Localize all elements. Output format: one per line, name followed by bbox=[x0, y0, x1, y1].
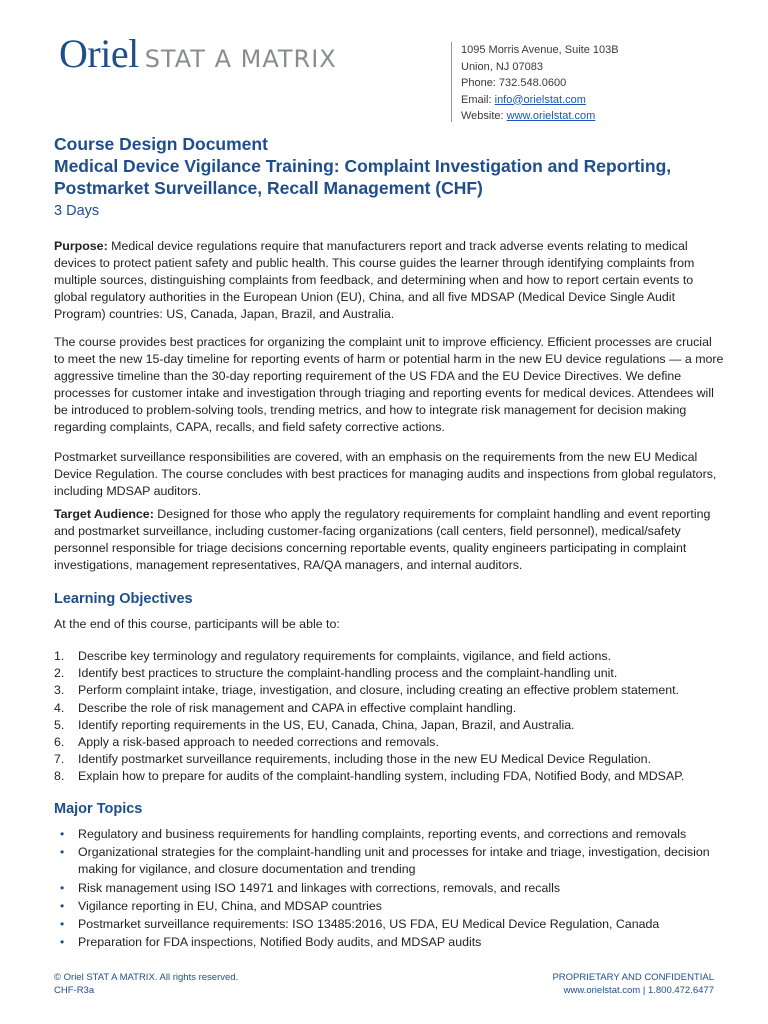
postmarket-paragraph: Postmarket surveillance responsibilities are covered, with an emphasis on the requirements from the new EU Medical Device Regulation. The course concludes with best practices for managing audits and inspections from global regulators, including MDSAP auditors. bbox=[54, 450, 717, 498]
website-link[interactable]: www.orielstat.com bbox=[506, 110, 596, 122]
list-item bbox=[54, 648, 734, 665]
item-number: 4. bbox=[54, 700, 65, 715]
bullet-icon: • bbox=[60, 898, 65, 913]
logo-brand: Oriel bbox=[59, 31, 139, 76]
purpose-label: Purpose: bbox=[54, 239, 108, 253]
footer-contact: www.orielstat.com | 1.800.472.6477 bbox=[563, 984, 714, 996]
address-block bbox=[451, 42, 619, 122]
website-row bbox=[461, 108, 619, 125]
course-duration: 3 Days bbox=[54, 203, 100, 219]
list-item bbox=[54, 768, 734, 785]
item-number: 2. bbox=[54, 666, 65, 681]
item-number: 8. bbox=[54, 769, 65, 784]
email-link[interactable]: info@orielstat.com bbox=[494, 93, 586, 106]
item-text: Identify postmarket surveillance requirements, including those in the new EU Medical Device Regulation. bbox=[78, 752, 652, 767]
document-code: CHF-R3a bbox=[54, 984, 95, 996]
item-number: 5. bbox=[54, 717, 65, 732]
major-topics-heading: Major Topics bbox=[54, 801, 143, 817]
learning-objectives-heading: Learning Objectives bbox=[54, 591, 193, 607]
title-block bbox=[54, 133, 734, 221]
purpose-paragraph bbox=[54, 238, 724, 323]
item-text: Describe the role of risk management and CAPA in effective complaint handling. bbox=[78, 700, 517, 715]
email-label: Email: bbox=[461, 93, 495, 106]
logo-subtitle: STAT A MATRIX bbox=[144, 45, 337, 73]
bullet-icon: • bbox=[60, 917, 65, 932]
item-text: Apply a risk-based approach to needed corrections and removals. bbox=[78, 735, 439, 750]
item-text: Identify best practices to structure the complaint-handling process and the complaint-handling unit. bbox=[78, 666, 618, 681]
footer-left bbox=[54, 972, 238, 997]
list-item bbox=[54, 700, 734, 717]
document-type-title: Course Design Document bbox=[54, 134, 268, 154]
target-audience-paragraph bbox=[54, 506, 724, 574]
list-item bbox=[60, 898, 730, 915]
item-text: Identify reporting requirements in the US, EU, Canada, China, Japan, Brazil, and Australia. bbox=[78, 717, 575, 732]
purpose-text: Medical device regulations require that manufacturers report and track adverse events relating to medical devices to protect patient safety and public health. This course guides the learner through identifying complaints from multiple sources, distinguishing complaints from feedback, and determining when and how to report certain events to global regulatory authorities in the European Union (EU), China, and all five MDSAP (Medical Device Single Audit Program) countries: US, Canada, Japan, Brazil, and Australia. bbox=[54, 239, 695, 321]
item-number: 3. bbox=[54, 683, 65, 698]
bullet-icon: • bbox=[60, 935, 65, 950]
list-item bbox=[54, 682, 734, 699]
learning-objectives-list bbox=[54, 648, 734, 786]
major-topics-list bbox=[60, 826, 730, 953]
list-item bbox=[60, 880, 730, 897]
list-item bbox=[60, 916, 730, 933]
target-audience-label: Target Audience: bbox=[54, 507, 154, 521]
list-item bbox=[54, 665, 734, 682]
item-text: Perform complaint intake, triage, investigation, and closure, including creating an effective problem statement. bbox=[78, 683, 680, 698]
list-item bbox=[60, 844, 730, 878]
footer-right bbox=[552, 972, 714, 997]
learning-objectives-intro: At the end of this course, participants will be able to: bbox=[54, 617, 340, 631]
list-item bbox=[60, 826, 730, 843]
confidential-label: PROPRIETARY AND CONFIDENTIAL bbox=[552, 972, 714, 983]
phone-number: Phone: 732.548.0600 bbox=[461, 77, 567, 89]
item-text: Organizational strategies for the complaint-handling unit and processes for intake and triage, investigation, decision making for vigilance, and closure documentation and trending bbox=[78, 845, 710, 877]
course-practices-paragraph: The course provides best practices for organizing the complaint unit to improve efficiency. Efficient processes are crucial to meet the new 15-day timeline for reporting events of harm or potential harm in the new EU device regulations — a more aggressive timeline than the 30-day reporting requirement of the US FDA and the EU Device Directives. We define processes for customer intake and investigation through triaging and reporting events for medical devices. Attendees will be introduced to problem-solving tools, trending metrics, and how to integrate risk management for decision making regarding complaints, CAPA, recalls, and field safety corrective actions. bbox=[54, 335, 724, 434]
target-audience-text: Designed for those who apply the regulatory requirements for complaint handling and event reporting and postmarket surveillance, including customer-facing organizations (call centers, field personnel), medical/safety personnel responsible for triage decisions concerning reportable events, quality engineers participating in complaint investigations, management representatives, RA/QA managers, and internal auditors. bbox=[54, 507, 711, 572]
address-line-2: Union, NJ 07083 bbox=[461, 60, 543, 73]
item-text: Regulatory and business requirements for handling complaints, reporting events, and corrections and removals bbox=[78, 827, 687, 841]
item-number: 1. bbox=[54, 649, 65, 663]
bullet-icon: • bbox=[60, 827, 65, 841]
bullet-icon: • bbox=[60, 880, 65, 895]
item-text: Describe key terminology and regulatory requirements for complaints, vigilance, and field actions. bbox=[78, 649, 612, 663]
bullet-icon: • bbox=[60, 845, 65, 860]
email-row bbox=[461, 92, 619, 109]
list-item bbox=[54, 734, 734, 751]
course-title: Medical Device Vigilance Training: Complaint Investigation and Reporting, Postmarket Surveillance, Recall Management (CHF) bbox=[54, 156, 672, 198]
website-label: Website: bbox=[461, 110, 507, 122]
item-number: 6. bbox=[54, 735, 65, 750]
list-item bbox=[54, 751, 734, 768]
item-text: Vigilance reporting in EU, China, and MDSAP countries bbox=[78, 898, 382, 913]
item-text: Explain how to prepare for audits of the complaint-handling system, including FDA, Notified Body, and MDSAP. bbox=[78, 769, 685, 784]
list-item bbox=[60, 934, 730, 951]
address-line-1: 1095 Morris Avenue, Suite 103B bbox=[461, 44, 619, 56]
company-logo bbox=[59, 30, 337, 74]
item-number: 7. bbox=[54, 752, 65, 767]
copyright-text: © Oriel STAT A MATRIX. All rights reserved. bbox=[54, 972, 239, 983]
list-item bbox=[54, 717, 734, 734]
item-text: Preparation for FDA inspections, Notified Body audits, and MDSAP audits bbox=[78, 935, 482, 950]
item-text: Postmarket surveillance requirements: ISO 13485:2016, US FDA, EU Medical Device Regulation, Canada bbox=[78, 917, 660, 932]
item-text: Risk management using ISO 14971 and linkages with corrections, removals, and recalls bbox=[78, 880, 561, 895]
